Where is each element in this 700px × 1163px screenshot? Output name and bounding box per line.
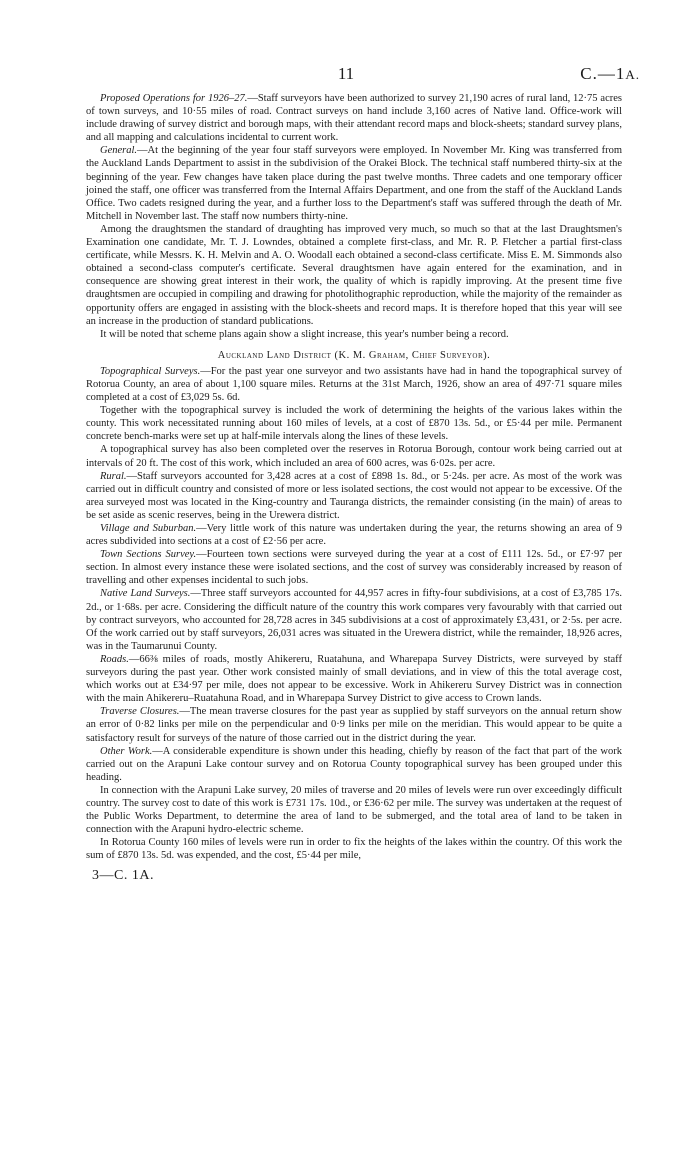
page-footer-signature: 3—C. 1A.	[92, 868, 154, 884]
paragraph	[86, 522, 622, 548]
paragraph	[86, 443, 622, 469]
paragraph	[86, 144, 622, 223]
document-page	[86, 64, 640, 884]
intro-paragraphs	[86, 92, 622, 341]
document-code-suffix: A.	[625, 67, 640, 82]
paragraph-lead: Rural.	[100, 470, 127, 482]
paragraph-text: In connection with the Arapuni Lake survey, 20 miles of traverse and 20 miles of levels were run over exceedingly difficult country. The survey cost to date of this work is £731 17s. 10d., or £36·62 per mile. The survey was undertaken at the request of the Public Works Department, to determine the area of land to be submerged, and the total area of land to be taken in connection with the Arapuni hydro-electric scheme.	[86, 784, 622, 836]
paragraph-text: A topographical survey has also been completed over the reserves in Rotorua Borough, contour work being carried out at intervals of 20 ft. The cost of this work, which included an area of 600 acres, was 6·02s. per acre.	[86, 444, 622, 469]
paragraph-text: —Fourteen town sections were surveyed during the year at a cost of £111 12s. 5d., or £7·97 per section. In almost every instance these were isolated sections, and the cost of survey was considerably increased by reason of travelling and other expenses incidental to such jobs.	[86, 549, 622, 587]
paragraph	[86, 404, 622, 443]
paragraph	[86, 653, 622, 705]
paragraph-lead: General.	[100, 145, 138, 157]
paragraph-text: —At the beginning of the year four staff surveyors were employed. In November Mr. King was transferred from the Auckland Lands Department to assist in the subdivision of the Orakei Block. The technical staff numbered thirty-six at the beginning of the year. Few changes have taken place during the past twelve months. Three cadets and one temporary officer joined the staff, one officer was transferred from the Internal Affairs Department, and one from the staff of the Auckland Lands Office. Two cadets resigned during the year, and a further loss to the Department's staff was suffered through the death of Mr. Mitchell in November last. The staff now numbers thirty-nine.	[86, 145, 622, 222]
paragraph	[86, 223, 622, 328]
paragraph	[86, 548, 622, 587]
section-paragraphs	[86, 365, 622, 863]
paragraph-text: —Staff surveyors have been authorized to survey 21,190 acres of rural land, 12·75 acres of town surveys, and 10·55 miles of road. Contract surveys on hand include 3,160 acres of Native land. Office-work will include drawing of survey district and borough maps, with their attendant record maps and block-sheets; standard survey plans, and all mapping and calculations incidental to current work.	[86, 93, 622, 144]
paragraph-text: —Very little work of this nature was undertaken during the year, the returns showing an area of 9 acres subdivided into sections at a cost of £2·56 per acre.	[86, 523, 622, 548]
section-heading: Auckland Land District (K. M. Graham, Chief Surveyor).	[217, 349, 491, 361]
document-code-main: C.—1	[580, 64, 626, 83]
paragraph-text: Together with the topographical survey is included the work of determining the heights of the various lakes within the county. This work necessitated running about 160 miles of levels, at a cost of £870 13s. 5d., or £5·44 per mile. Permanent concrete bench-marks were set up at half-mile intervals along the lines of these levels.	[86, 405, 622, 443]
paragraph-lead: Topographical Surveys.	[100, 365, 201, 377]
paragraph	[86, 328, 622, 341]
paragraph-lead: Roads.	[100, 653, 129, 665]
paragraph	[86, 784, 622, 836]
paragraph-text: Among the draughtsmen the standard of draughting has improved very much, so much so that at the last Draughtsmen's Examination one candidate, Mr. T. J. Lowndes, obtained a complete first-class, and Mr. R. P. Fletcher a partial first-class certificate, while Messrs. K. H. Melvin and A. O. Woodall each obtained a second-class certificate. Miss E. M. Simmonds also obtained a second-class computer's certificate. Several draughtsmen have again entered for the examination, and in consequence are showing great interest in their work, the quality of which is rapidly improving. At the present time five draughtsmen are occupied in compiling and drawing for photolithographic reproduction, while the majority of the remainder as opportunity offers are engaged in assisting with the block-sheets and record maps. It is therefore hoped that this year will see an increase in the production of standard publications.	[86, 223, 622, 327]
paragraph	[86, 365, 622, 404]
paragraph-text: —66⅜ miles of roads, mostly Ahikereru, Ruatahuna, and Wharepapa Survey Districts, were surveyed by staff surveyors during the past year. Other work consisted mainly of small deviations, and in view of this the total average cost, which works out at £34·97 per mile, does not appear to be excessive. Work in Ahikereru Survey District was in connection with the main Ahikereru–Ruatahuna Road, and in Wharepapa Survey District to give access to Crown lands.	[86, 653, 622, 705]
paragraph-text: —A considerable expenditure is shown under this heading, chiefly by reason of the fact that part of the work carried out on the Arapuni Lake contour survey and on Rotorua County topographical survey has been grouped under this heading.	[86, 745, 623, 783]
paragraph	[86, 92, 622, 144]
paragraph	[86, 745, 622, 784]
paragraph-lead: Village and Suburban.	[100, 523, 197, 534]
paragraph	[86, 470, 622, 522]
paragraph-lead: Other Work.	[100, 745, 153, 757]
document-code	[580, 64, 640, 84]
paragraph-text: —Staff surveyors accounted for 3,428 acres at a cost of £898 1s. 8d., or 5·24s. per acre. As most of the work was carried out in difficult country and consisted of more or less isolated sections, the cost would not appear to be excessive. Of the area surveyed most was located in the King-country and Tauranga districts, the remainder consisting (in the main) of areas to be set aside as scenic reserves, being in the Urewera district.	[86, 470, 622, 521]
paragraph-text: —The mean traverse closures for the past year as supplied by staff surveyors on the annual return show an error of 0·82 links per mile on the perpendicular and 0·9 links per mile on the meridian. This would appear to be quite a satisfactory result for surveys of the nature of those carried out in the district during the year.	[86, 706, 622, 744]
paragraph-lead: Town Sections Survey.	[100, 549, 197, 561]
paragraph	[86, 836, 622, 862]
paragraph-text: —For the past year one surveyor and two assistants have had in hand the topographical survey of Rotorua County, an area of about 1,100 square miles. Returns at the 31st March, 1926, show an area of 497·71 square miles completed at a cost of £3,029 5s. 6d.	[86, 365, 622, 404]
paragraph	[86, 705, 622, 744]
page-header	[86, 64, 640, 92]
paragraph-text: It will be noted that scheme plans again show a slight increase, this year's number being a record.	[100, 328, 509, 340]
paragraph-text: In Rotorua County 160 miles of levels were run in order to fix the heights of the lakes within the country. Of this work the sum of £870 13s. 5d. was expended, and the cost, £5·44 per mile,	[86, 837, 622, 862]
page-number: 11	[337, 64, 355, 83]
paragraph-text: —Three staff surveyors accounted for 44,957 acres in fifty-four subdivisions, at a cost of £3,785 17s. 2d., or 1·68s. per acre. Considering the difficult nature of the country this work compares very favourably with that carried out by contract surveyors, who accounted for 28,728 acres in 345 subdivisions at a cost of approximately £3,431, or 2·5s. per acre. Of the work carried out by staff surveyors, 26,031 acres was situated in the Urewera district, while the remainder, 18,926 acres, was in the Taumarunui County.	[86, 588, 623, 652]
paragraph	[86, 587, 622, 652]
paragraph-lead: Native Land Surveys.	[100, 588, 191, 600]
paragraph-lead: Proposed Operations for 1926–27.	[100, 93, 248, 104]
paragraph-lead: Traverse Closures.	[100, 706, 180, 718]
